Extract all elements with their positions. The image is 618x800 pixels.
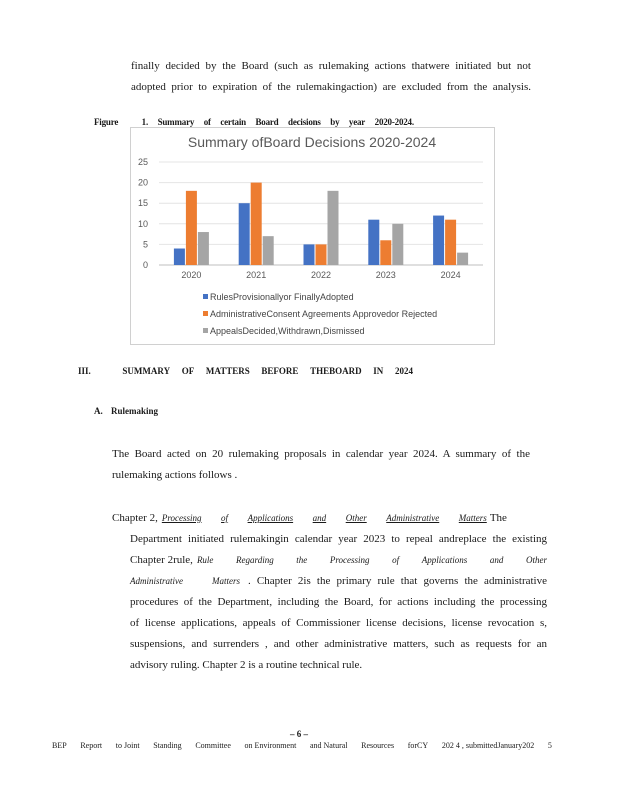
caption-word: by bbox=[330, 117, 340, 127]
legend-swatch bbox=[203, 311, 208, 316]
title-word: Administrative bbox=[386, 513, 440, 523]
intro-line-1: finally decided by the Board (such as rulemaking actions thatwere initiated but not bbox=[131, 60, 531, 72]
legend-item bbox=[203, 292, 354, 302]
bar bbox=[263, 236, 274, 265]
rule-title-word: Processing bbox=[329, 555, 370, 565]
caption-word: decisions bbox=[288, 117, 321, 127]
bar bbox=[380, 240, 391, 265]
bar bbox=[174, 249, 185, 265]
bar bbox=[457, 253, 468, 265]
paragraph-line: rulemaking actions follows . bbox=[112, 469, 238, 481]
bar bbox=[186, 191, 197, 265]
chapter-line-4 bbox=[112, 571, 547, 592]
rule-title-word: Applications bbox=[421, 555, 468, 565]
rule-title-word: Administrative bbox=[130, 576, 183, 586]
y-tick-label: 25 bbox=[137, 157, 148, 167]
caption-word: certain bbox=[220, 117, 246, 127]
caption-word: year bbox=[348, 117, 366, 127]
heading-word: OF bbox=[181, 366, 195, 376]
legend-label: AdministrativeConsent Agreements Approvedor Rejected bbox=[210, 309, 438, 319]
heading-word: THEBOARD bbox=[310, 366, 362, 376]
legend-swatch bbox=[203, 328, 208, 333]
chapter-title bbox=[162, 508, 487, 529]
y-tick-label: 20 bbox=[137, 177, 148, 188]
chapter-lead: Chapter 2, bbox=[112, 512, 158, 524]
title-word: Other bbox=[345, 513, 367, 523]
footer-word: Standing bbox=[153, 741, 182, 750]
x-tick-label: 2023 bbox=[375, 270, 396, 280]
paragraph-line: The Board acted on 20 rulemaking proposals in calendar year 2024. A summary of the bbox=[112, 448, 530, 460]
caption-word: of bbox=[203, 117, 211, 127]
chapter-line-4-text: . Chapter 2is the primary rule that governs the administrative bbox=[248, 575, 547, 587]
title-word: Processing bbox=[161, 513, 202, 523]
x-tick-label: 2021 bbox=[246, 270, 267, 280]
subsection-heading bbox=[94, 406, 158, 416]
intro-paragraph bbox=[131, 56, 531, 98]
chapter-line-7: suspensions, and surrenders , and other administrative matters, such as requests for an bbox=[130, 638, 547, 650]
title-word: Matters bbox=[458, 513, 487, 523]
rule-title-word: Matters bbox=[212, 576, 240, 586]
y-tick-label: 5 bbox=[142, 239, 148, 250]
footer-word: forCY bbox=[407, 741, 429, 750]
chapter-line-2: Department initiated rulemakingin calendar year 2023 to repeal andreplace the existing bbox=[130, 533, 547, 545]
rule-title-word: the bbox=[296, 555, 308, 565]
rule-title-word: Other bbox=[525, 555, 547, 565]
heading-word: IN bbox=[373, 366, 384, 376]
footer-word: Resources bbox=[361, 741, 395, 750]
footer-word: to Joint bbox=[115, 741, 140, 750]
x-tick-label: 2022 bbox=[310, 270, 332, 280]
chapter-line-8: advisory ruling. Chapter 2 is a routine technical rule. bbox=[130, 659, 363, 671]
heading-word: BEFORE bbox=[261, 366, 299, 376]
bar bbox=[328, 191, 339, 265]
footer bbox=[52, 741, 552, 750]
x-tick-label: 2024 bbox=[440, 270, 461, 280]
caption-word: Board bbox=[255, 117, 279, 127]
chapter-line-3 bbox=[112, 550, 547, 571]
rule-title-word: and bbox=[489, 555, 504, 565]
legend-item bbox=[203, 326, 365, 336]
footer-word: 202 4 , submittedJanuary202 bbox=[441, 741, 535, 750]
chapter-line-6: of license applications, appeals of Commissioner license decisions, license revocation s, bbox=[130, 617, 547, 629]
bar bbox=[433, 216, 444, 265]
footer-word: Report bbox=[80, 741, 103, 750]
legend-swatch bbox=[203, 294, 208, 299]
footer-word: Committee bbox=[195, 741, 231, 750]
heading-word: 2024 bbox=[394, 366, 413, 376]
chapter-after-title: The bbox=[489, 512, 507, 524]
title-word: of bbox=[221, 513, 229, 523]
rule-title bbox=[197, 550, 547, 571]
title-word: Applications bbox=[247, 513, 294, 523]
bar bbox=[392, 224, 403, 265]
figure-number: 1. bbox=[141, 117, 149, 127]
chart-title: Summary ofBoard Decisions 2020-2024 bbox=[187, 134, 437, 150]
bar bbox=[304, 244, 315, 265]
figure-label: Figure bbox=[94, 117, 119, 127]
legend-item bbox=[203, 309, 437, 319]
y-tick-label: 0 bbox=[142, 260, 148, 270]
figure-caption bbox=[94, 117, 414, 127]
bar bbox=[198, 232, 209, 265]
bar bbox=[316, 244, 327, 265]
chart-container bbox=[130, 127, 495, 345]
heading-word: SUMMARY bbox=[122, 366, 171, 376]
footer-word: BEP bbox=[52, 741, 67, 750]
footer-word: and Natural bbox=[309, 741, 348, 750]
page-number: – 6 – bbox=[290, 729, 308, 739]
y-tick-label: 15 bbox=[137, 198, 148, 209]
x-tick-label: 2020 bbox=[181, 270, 202, 280]
chapter-rule-ref: Chapter 2rule, bbox=[130, 554, 193, 566]
legend-label: RulesProvisionallyor FinallyAdopted bbox=[210, 292, 354, 302]
bar bbox=[251, 183, 262, 265]
intro-line-2: adopted prior to expiration of the rulemakingaction) are excluded from the analysis. bbox=[131, 81, 531, 93]
title-word: and bbox=[312, 513, 327, 523]
chapter-line-5: procedures of the Department, including the Board, for actions including the processing bbox=[130, 596, 547, 608]
subsection-title: Rulemaking bbox=[111, 406, 159, 416]
legend-label: AppealsDecided,Withdrawn,Dismissed bbox=[210, 326, 365, 336]
chapter-paragraph bbox=[112, 508, 547, 676]
rule-title-word: Rule bbox=[196, 555, 214, 565]
y-tick-label: 10 bbox=[137, 218, 148, 229]
footer-word: on Environment bbox=[244, 741, 297, 750]
chapter-line-1 bbox=[112, 508, 547, 529]
rule-title-word: Regarding bbox=[236, 555, 274, 565]
section-heading bbox=[78, 366, 413, 376]
subsection-letter: A. bbox=[94, 406, 103, 416]
heading-word: MATTERS bbox=[205, 366, 250, 376]
footer-word: 5 bbox=[547, 741, 552, 750]
caption-word: 2020-2024. bbox=[374, 117, 414, 127]
rule-title-word: of bbox=[392, 555, 400, 565]
bar bbox=[239, 203, 250, 265]
rulemaking-paragraph bbox=[112, 444, 530, 486]
bar bbox=[368, 220, 379, 265]
rule-title-cont bbox=[130, 571, 240, 592]
bar bbox=[445, 220, 456, 265]
section-numeral: III. bbox=[78, 366, 91, 376]
caption-word: Summary bbox=[157, 117, 195, 127]
